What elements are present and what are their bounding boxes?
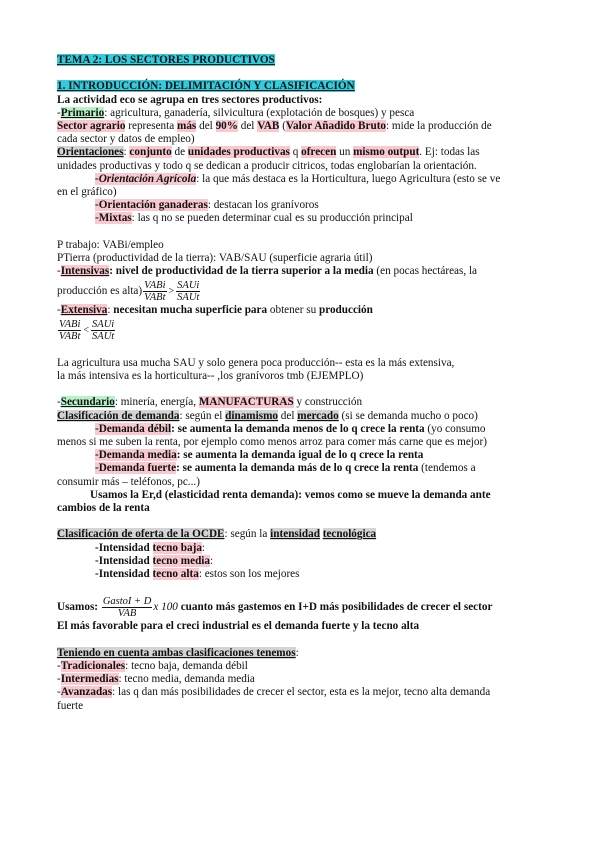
fraction: $\frac{\text{GastoI + D}}{\text{VAB}}$	[102, 595, 152, 619]
orientacion-ganadera: -Orientación ganaderas: destacan los granívoros	[95, 199, 319, 212]
intermedias-line: -Intermedias: tecno media, demanda media	[57, 673, 255, 686]
orientacion-mixtas: -Mixtas: las q no se pueden determinar cual es su producción principal	[95, 212, 413, 225]
avanzadas-line: -Avanzadas: las q dan más posibilidades de crecer el sector, esta es la mejor, tecno alta demanda	[57, 686, 491, 699]
section-heading: 1. INTRODUCCIÓN: DELIMITACIÓN Y CLASIFICACIÓN	[57, 80, 355, 93]
mas-favorable: El más favorable para el creci industrial es el demanda fuerte y la tecno alta	[57, 620, 420, 633]
spacer	[57, 344, 547, 357]
fraction: $\frac{\text{SAUi}}{\text{SAUt}}$	[92, 319, 115, 343]
ptierra-line: PTierra (productividad de la tierra): VAB/SAU (superficie agraria útil)	[57, 252, 373, 265]
orientacion-agricola-line-2: en el gráfico)	[57, 186, 117, 199]
avanzadas-line-2: fuerte	[57, 699, 84, 712]
demanda-media: -Demanda media: se aumenta la demanda igual de lo q crece la renta	[95, 449, 424, 462]
spacer	[57, 581, 547, 594]
intensidad-media: -Intensidad tecno media:	[95, 554, 214, 567]
spacer	[57, 515, 547, 528]
fraction: $\frac{\text{SAUi}}{\text{SAUt}}$	[177, 279, 200, 303]
tradicionales-line: -Tradicionales: tecno baja, demanda débil	[57, 660, 248, 673]
spacer	[57, 383, 547, 396]
intensivas-line: -Intensivas: nivel de productividad de la tierra superior a la media (en pocas hectáreas, la	[57, 265, 478, 278]
sector-agrario-line-2: cada sector y datos de empleo)	[57, 133, 195, 146]
demanda-debil: -Demanda débil: se aumenta la demanda menos de lo q crece la renta (yo consumo	[95, 422, 486, 435]
intensivas-formula: producción es alta) $\frac{\text{VABi}}{\text{VABt}}$ > $\frac{\text{SAUi}}{\text{SAUt}}$	[57, 279, 200, 303]
ambas-clasificaciones-line: Teniendo en cuenta ambas clasificaciones tenemos:	[57, 646, 299, 659]
clasificacion-oferta-line: Clasificación de oferta de la OCDE: según la intensidad tecnológica	[57, 528, 377, 541]
page-title: TEMA 2: LOS SECTORES PRODUCTIVOS	[57, 54, 275, 66]
clasificacion-demanda-line: Clasificación de demanda: según el dinamismo del mercado (si se demanda mucho o poco)	[57, 409, 478, 422]
demanda-fuerte-line-2: consumir más – teléfonos, pc...)	[57, 475, 200, 488]
usamos-formula: Usamos: $\frac{\text{GastoI + D}}{\text{VAB}}$ x 100 cuanto más gastemos en I+D más posibilidades de crecer el sector	[57, 595, 493, 619]
ptrabajo-line: P trabajo: VABi/empleo	[57, 238, 164, 251]
orientaciones-line-2: unidades productivas y todo q se dedican a producir citricos, todas englobarían la orientación.	[57, 159, 477, 172]
primario-label: Primario	[60, 106, 105, 119]
primario-line: -Primario: agricultura, ganadería, silvicultura (explotación de bosques) y pesca	[57, 106, 415, 119]
document-page	[57, 54, 547, 713]
extensiva-formula: $\frac{\text{VABi}}{\text{VABt}}$ < $\frac{\text{SAUi}}{\text{SAUt}}$	[59, 319, 115, 343]
sector-agrario-line: Sector agrario representa más del 90% del VAB (Valor Añadido Bruto: mide la producción de	[57, 120, 492, 132]
spacer	[57, 634, 547, 647]
extensiva-line: -Extensiva: necesitan mucha superficie para obtener su producción	[57, 304, 373, 317]
orientaciones-line: Orientaciones: conjunto de unidades productivas q ofrecen un mismo output. Ej: todas las	[57, 146, 480, 159]
usamos-elasticidad-line-2: cambios de la renta	[57, 502, 150, 515]
intro-text: La actividad eco se agrupa en tres sectores productivos:	[57, 93, 323, 106]
orientacion-agricola: -Orientación Agrícola: la que más destaca es la Horticultura, luego Agricultura (esto se ve	[95, 172, 501, 185]
fraction: $\frac{\text{VABi}}{\text{VABt}}$	[59, 319, 81, 343]
agricultura-para-2: la más intensiva es la horticultura-- ,los granívoros tmb (EJEMPLO)	[57, 370, 364, 383]
spacer	[57, 226, 547, 239]
demanda-debil-line-2: menos si me suben la renta, por ejemplo como menos arroz para comer más carne que es mejor)	[57, 436, 487, 449]
fraction: $\frac{\text{VABi}}{\text{VABt}}$	[144, 279, 166, 303]
usamos-elasticidad: Usamos la Er,d (elasticidad renta demanda): vemos como se mueve la demanda ante	[90, 488, 491, 501]
demanda-fuerte: -Demanda fuerte: se aumenta la demanda más de lo q crece la renta (tendemos a	[95, 462, 476, 475]
intensidad-baja: -Intensidad tecno baja:	[95, 541, 206, 554]
spacer	[57, 67, 547, 80]
secundario-line: -Secundario: minería, energía, MANUFACTURAS y construcción	[57, 396, 363, 409]
agricultura-para-1: La agricultura usa mucha SAU y solo genera poca producción-- esta es la más extensiva,	[57, 356, 455, 369]
intensidad-alta: -Intensidad tecno alta: estos son los mejores	[95, 568, 300, 581]
